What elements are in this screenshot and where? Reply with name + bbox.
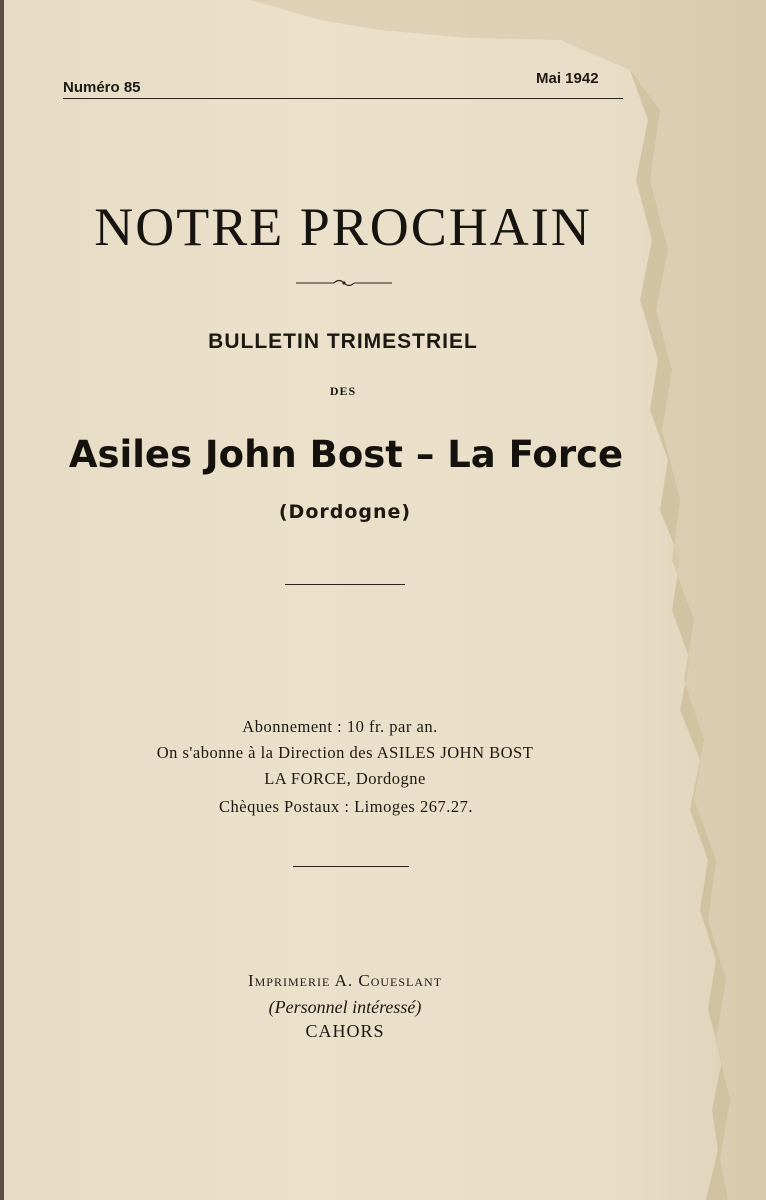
subscription-postal: Chèques Postaux : Limoges 267.27.: [219, 797, 473, 816]
region-name: (Dordogne): [278, 501, 412, 523]
issue-number: Numéro 85: [63, 79, 141, 96]
institution-name: Asiles John Bost – La Force: [68, 433, 624, 476]
bulletin-subtitle: BULLETIN TRIMESTRIEL: [208, 330, 478, 353]
header-rule: [63, 98, 623, 99]
binding-edge: [0, 0, 4, 1200]
printer-name: Imprimerie A. Coueslant: [247, 971, 443, 990]
des-label: DES: [329, 384, 357, 398]
section-rule-1: [285, 584, 405, 585]
printer-city: CAHORS: [305, 1021, 385, 1041]
ornament-divider: [296, 277, 392, 289]
subscription-price: Abonnement : 10 fr. par an.: [242, 717, 438, 736]
printer-note: (Personnel intéressé): [268, 997, 422, 1017]
subscription-direction: On s'abonne à la Direction des ASILES JOHN BOST: [156, 743, 534, 762]
issue-date: Mai 1942: [536, 70, 599, 87]
subscription-address: LA FORCE, Dordogne: [264, 769, 426, 788]
section-rule-2: [293, 866, 409, 867]
page-title: NOTRE PROCHAIN: [94, 197, 592, 257]
